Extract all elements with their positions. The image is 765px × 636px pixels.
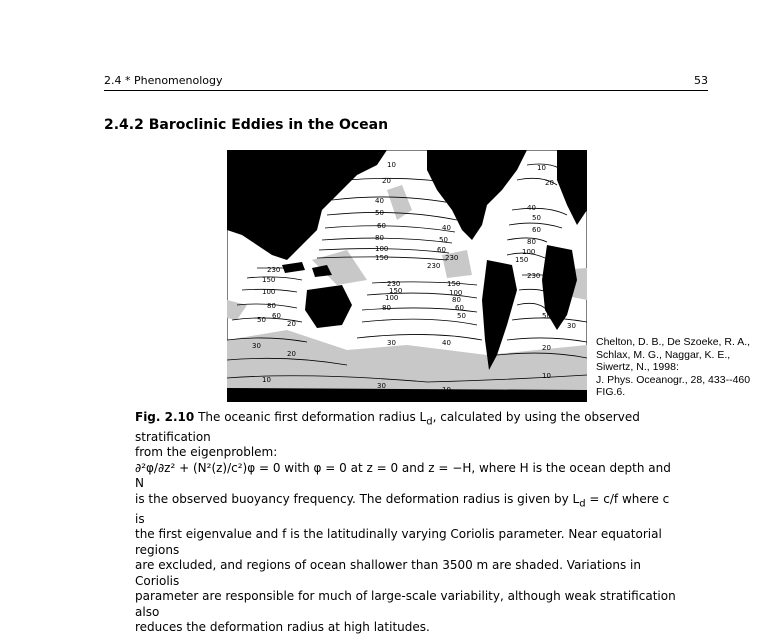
contour-label: 10 <box>542 372 551 380</box>
contour-label: 230 <box>427 262 441 270</box>
contour-label: 150 <box>262 276 276 284</box>
contour-label: 50 <box>542 312 551 320</box>
caption-text: = c/f where c is <box>135 491 670 526</box>
contour-label: 40 <box>442 224 451 232</box>
contour-label: 10 <box>262 376 271 384</box>
citation-line: FIG.6. <box>596 386 626 399</box>
caption-text: are excluded, and regions of ocean shallower than 3500 m are shaded. Variations in Coriolis <box>135 558 641 588</box>
figure-label: Fig. 2.10 <box>135 410 195 424</box>
contour-label: 20 <box>542 344 551 352</box>
deformation-radius-map <box>227 150 587 402</box>
contour-label: 100 <box>262 288 276 296</box>
contour-label: 150 <box>375 254 389 262</box>
contour-label: 10 <box>537 164 546 172</box>
caption-text: The oceanic first deformation radius L <box>198 410 427 424</box>
caption-text: parameter are responsible for much of large-scale variability, although weak stratification also <box>135 589 676 619</box>
contour-label: 100 <box>375 245 389 253</box>
caption-text: reduces the deformation radius at high latitudes. <box>135 620 430 635</box>
contour-label: 80 <box>545 292 554 300</box>
citation-line: Siwertz, N., 1998: <box>596 361 679 374</box>
contour-label: 150 <box>447 280 461 288</box>
contour-label: 40 <box>442 339 451 347</box>
contour-label: 40 <box>375 197 384 205</box>
contour-label: 60 <box>437 246 446 254</box>
figure-caption <box>135 410 680 636</box>
contour-label: 60 <box>455 304 464 312</box>
contour-label: 60 <box>272 312 281 320</box>
citation-line: Chelton, D. B., De Szoeke, R. A., <box>596 336 751 348</box>
contour-label: 230 <box>527 272 541 280</box>
figure-citation <box>596 336 765 399</box>
running-head-section: 2.4 * Phenomenology <box>104 74 223 87</box>
contour-label: 80 <box>452 296 461 304</box>
contour-label: 80 <box>375 234 384 242</box>
contour-label: 60 <box>377 222 386 230</box>
contour-label: 30 <box>567 322 576 330</box>
caption-subscript: d <box>426 416 433 428</box>
caption-text: , calculated by using the observed stratification <box>135 410 640 444</box>
contour-label: 80 <box>382 304 391 312</box>
contour-label: 150 <box>389 287 403 295</box>
contour-label: 10 <box>442 386 451 394</box>
contour-label: 20 <box>545 179 554 187</box>
contour-label: 40 <box>527 204 536 212</box>
contour-label: 50 <box>532 214 541 222</box>
contour-label: 80 <box>527 238 536 246</box>
contour-label: 150 <box>515 256 529 264</box>
caption-text: is the observed buoyancy frequency. The deformation radius is given by L <box>135 491 580 506</box>
citation-line: J. Phys. Oceanogr., 28, 433--460 <box>596 373 751 386</box>
contour-label: 10 <box>387 161 396 169</box>
contour-label: 60 <box>545 302 554 310</box>
caption-text: the first eigenvalue and f is the latitudinally varying Coriolis parameter. Near equatorial regions <box>135 527 662 557</box>
caption-equation: ∂²φ/∂z² + (N²(z)/c²)φ = 0 with φ = 0 at z = 0 and z = −H, where H is the ocean depth and N <box>135 460 671 491</box>
contour-label: 80 <box>267 302 276 310</box>
contour-label: 100 <box>385 294 399 302</box>
citation-line: Schlax, M. G., Naggar, K. E., <box>596 348 731 361</box>
contour-label: 30 <box>387 339 396 347</box>
contour-label: 50 <box>457 312 466 320</box>
contour-label: 100 <box>449 289 463 297</box>
contour-label: 20 <box>287 350 296 358</box>
contour-label: 230 <box>267 266 281 274</box>
contour-label: 100 <box>545 282 559 290</box>
section-heading: 2.4.2 Baroclinic Eddies in the Ocean <box>104 117 389 133</box>
contour-label: 60 <box>532 226 541 234</box>
caption-text: from the eigenproblem: <box>135 445 278 460</box>
contour-label: 20 <box>382 177 391 185</box>
contour-label: 30 <box>252 342 261 350</box>
running-head <box>104 74 708 91</box>
contour-label: 50 <box>257 316 266 324</box>
contour-label: 100 <box>522 248 536 256</box>
contour-label: 230 <box>387 280 401 288</box>
caption-subscript: d <box>579 498 586 510</box>
contour-label: 50 <box>439 236 448 244</box>
contour-label: 230 <box>445 254 459 262</box>
contour-label: 20 <box>287 320 296 328</box>
contour-label: 30 <box>377 382 386 390</box>
contour-label: 50 <box>375 209 384 217</box>
page-number: 53 <box>694 74 708 87</box>
